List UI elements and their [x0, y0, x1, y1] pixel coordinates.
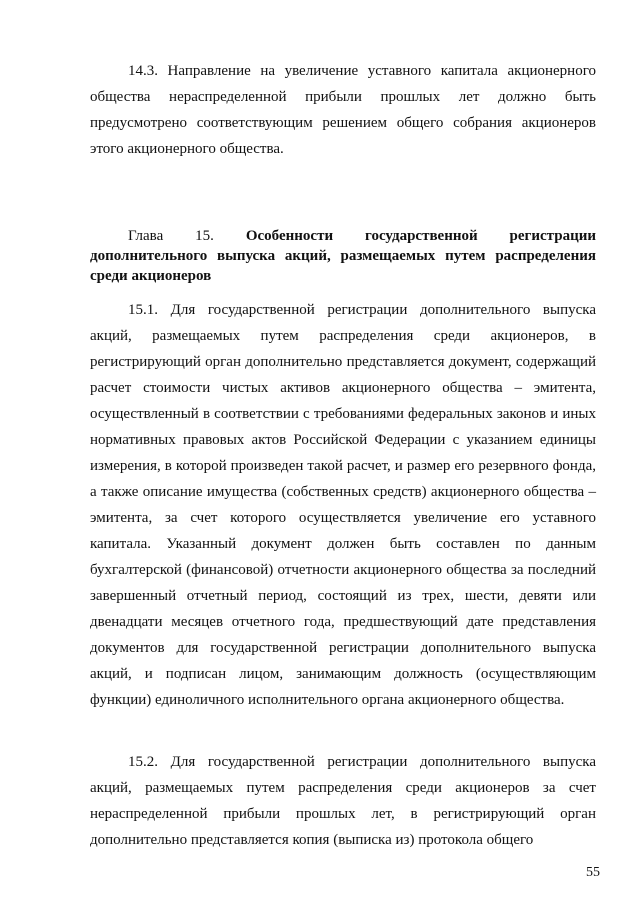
- chapter-prefix: Глава 15.: [128, 228, 214, 244]
- page-number: 55: [586, 865, 600, 880]
- chapter-heading: [90, 226, 596, 286]
- chapter-title: Особенности государственной регистрации дополнительного выпуска акций, размещаемых путем распределения среди акционеров: [90, 228, 596, 284]
- paragraph-14-3: 14.3. Направление на увеличение уставного капитала акционерного общества нераспределенной прибыли прошлых лет должно быть предусмотрено соответствующим решением общего собрания акционеров этого акционерного общества.: [90, 63, 596, 157]
- paragraph-15-2: 15.2. Для государственной регистрации дополнительного выпуска акций, размещаемых путем распределения среди акционеров за счет нераспределенной прибыли прошлых лет, в регистрирующий орган дополнительно представляется копия (выписка из) протокола общего: [90, 754, 596, 848]
- paragraph-15-1: 15.1. Для государственной регистрации дополнительного выпуска акций, размещаемых путем распределения среди акционеров, в регистрирующий орган дополнительно представляется документ, содержащий расчет стоимости чистых активов акционерного общества – эмитента, осуществленный в соответствии с требованиями федеральных законов и иных нормативных правовых актов Российской Федерации с указанием единицы измерения, в которой произведен такой расчет, и размер его резервного фонда, а также описание имущества (собственных средств) акционерного общества – эмитента, за счет которого осуществляется увеличение его уставного капитала. Указанный документ должен быть составлен по данным бухгалтерской (финансовой) отчетности акционерного общества за последний завершенный отчетный период, состоящий из трех, шести, девяти или двенадцати месяцев отчетного года, предшествующий дате представления документов для государственной регистрации дополнительного выпуска акций, и подписан лицом, занимающим должность (осуществляющим функции) единоличного исполнительного органа акционерного общества.: [90, 302, 596, 708]
